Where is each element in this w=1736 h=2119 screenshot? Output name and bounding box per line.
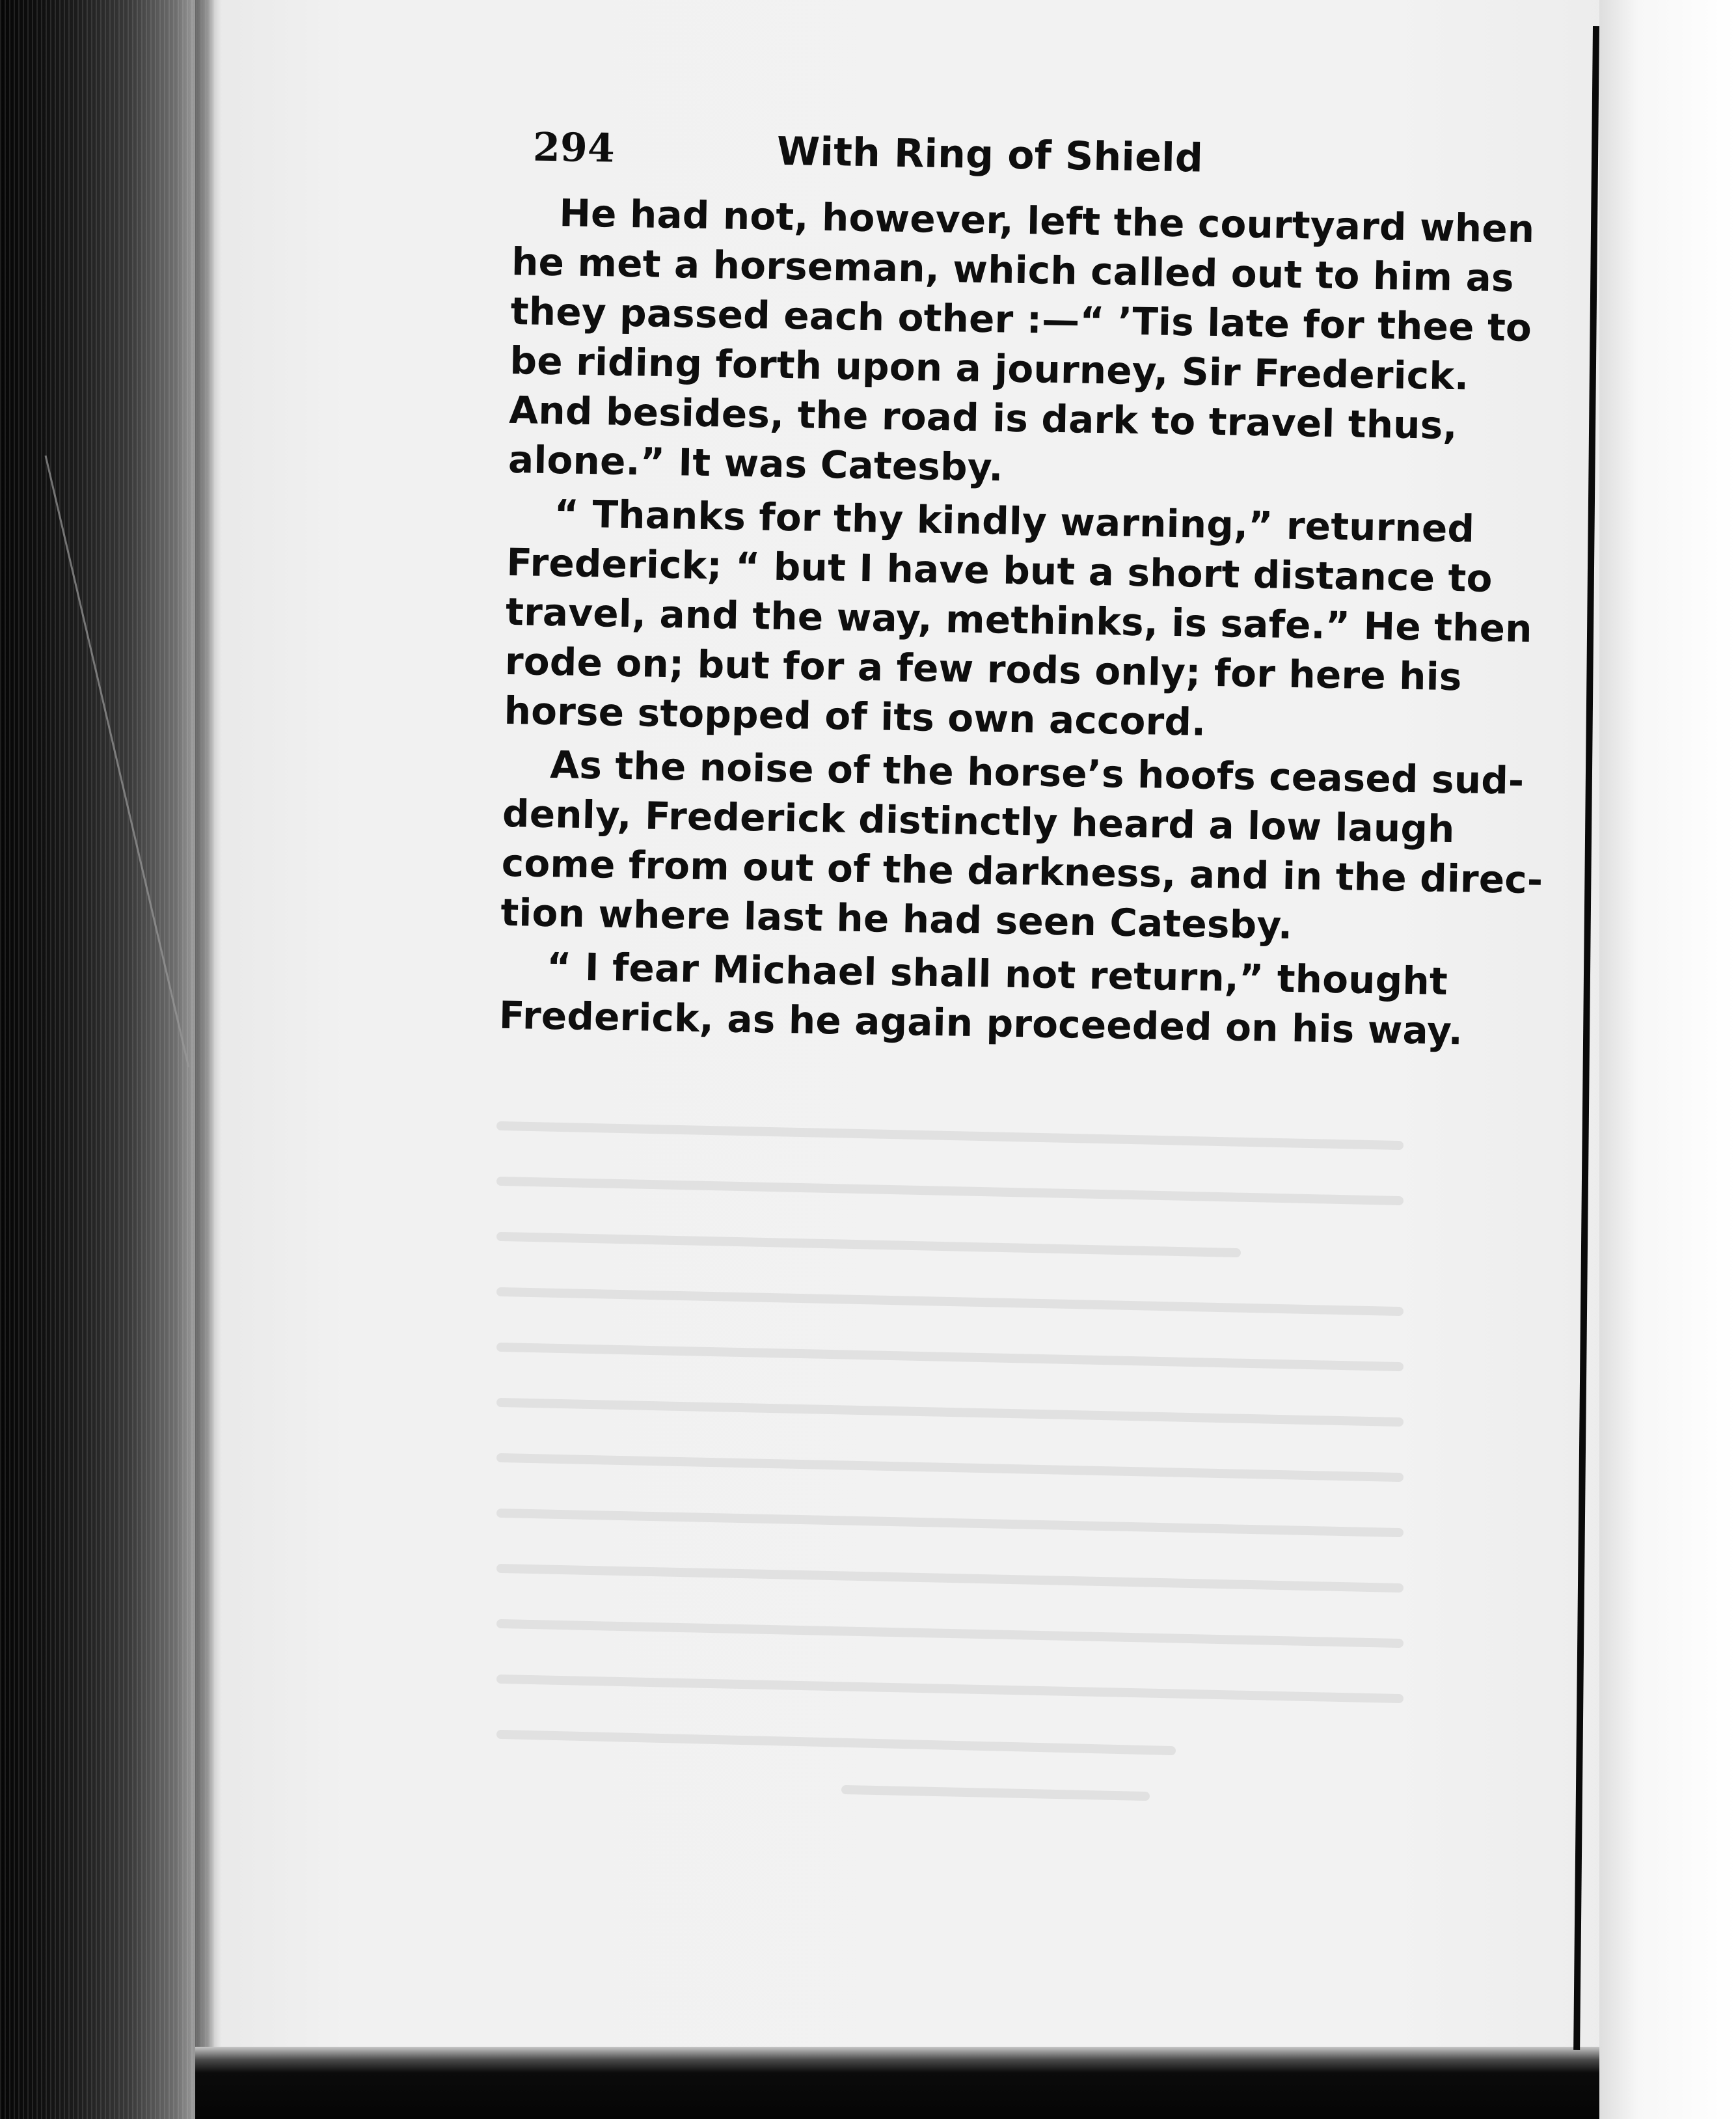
text-line: travel, and the way, methinks, is safe.” He then — [505, 589, 1533, 651]
paragraph-3 — [500, 739, 1543, 953]
gutter-shadow — [195, 0, 221, 2119]
text-line: Frederick; “ but I have but a short distance to — [506, 540, 1493, 601]
text-line: “ I fear Michael shall not return,” thought — [546, 944, 1448, 1004]
text-line: be riding forth upon a journey, Sir Frederick. — [509, 338, 1469, 399]
text-line: tion where last he had seen Catesby. — [500, 890, 1293, 948]
right-margin — [1599, 0, 1736, 2119]
paragraph-4 — [498, 941, 1463, 1056]
text-line: alone.” It was Catesby. — [508, 437, 1004, 490]
text-block — [498, 111, 1543, 1055]
text-line: horse stopped of its own accord. — [504, 688, 1206, 745]
text-line: rode on; but for a few rods only; for here his — [504, 638, 1463, 700]
text-line: As the noise of the horse’s hoofs ceased sud- — [549, 743, 1525, 803]
text-line: And besides, the road is dark to travel thus, — [508, 387, 1458, 448]
text-line: they passed each other :—“ ’Tis late for thee to — [510, 288, 1532, 350]
text-line: “ Thanks for thy kindly warning,” returned — [554, 491, 1475, 551]
paragraph-1 — [508, 187, 1535, 499]
page-number: 294 — [532, 124, 616, 172]
text-line: come from out of the darkness, and in the direc- — [501, 840, 1543, 903]
text-line: he met a horseman, which called out to him as — [511, 239, 1515, 301]
running-title: With Ring of Shield — [776, 128, 1204, 182]
book-binding-edge — [0, 0, 215, 2119]
paragraph-2 — [504, 488, 1533, 750]
text-line: He had not, however, left the courtyard when — [558, 191, 1535, 252]
text-line: denly, Frederick distinctly heard a low laugh — [502, 791, 1456, 852]
bottom-page-edge — [195, 2047, 1736, 2119]
text-line: Frederick, as he again proceeded on his way. — [498, 992, 1463, 1054]
